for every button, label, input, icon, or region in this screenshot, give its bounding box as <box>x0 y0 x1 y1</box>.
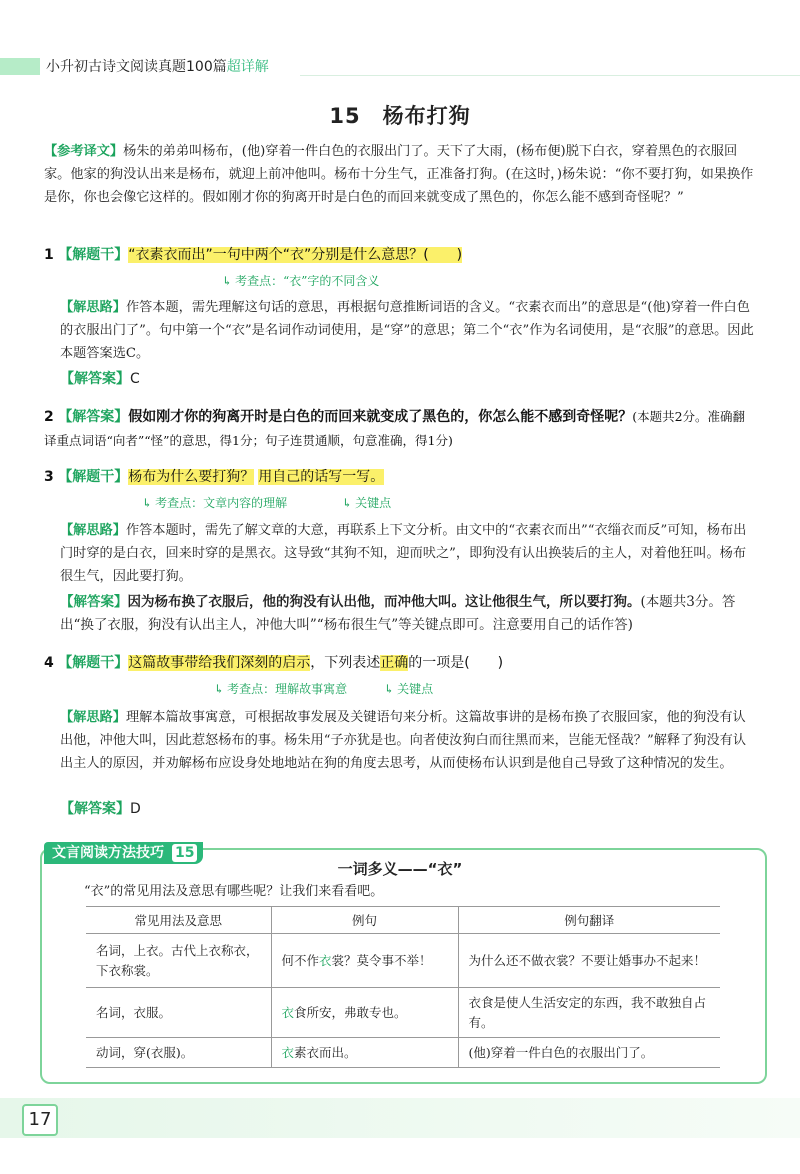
question-1 <box>44 244 756 267</box>
q3-answer-bold: 因为杨布换了衣服后，他的狗没有认出他，而冲他大叫。这让他很生气，所以要打狗。 <box>127 594 641 610</box>
header-accent: 超详解 <box>226 59 269 75</box>
header-book-title: 小升初古诗文阅读真题100篇 <box>46 59 227 75</box>
method-title: 一词多义——“衣” <box>337 860 463 878</box>
q4-note-1 <box>214 680 347 697</box>
example-post: 裳？莫令事不举！ <box>331 952 432 968</box>
question-number: 1 <box>44 247 54 263</box>
example-post: 食所安，弗敢专也。 <box>294 1004 407 1020</box>
answer-tag: 【解答案】 <box>60 801 130 817</box>
q1-note-text: 考查点：“衣”字的不同含义 <box>235 274 380 288</box>
note-arrow-icon: ↳ <box>142 496 153 510</box>
method-intro: “衣”的常见用法及意思有哪些呢？让我们来看看吧。 <box>84 884 384 899</box>
q3-note-1 <box>142 494 287 511</box>
table-row <box>86 988 720 1038</box>
example-key: 衣 <box>319 952 332 968</box>
translation-tag: 【参考译文】 <box>44 144 124 159</box>
q3-thinking-text: 作答本题时，需先了解文章的大意，再联系上下文分析。由文中的“衣素衣而出”“衣缁衣而反”可知，杨布出门时穿的是白衣，回来时穿的是黑衣。这导致“其狗不知，迎而吠之”，即狗没有认出换装后的主人，对着他狂叫。杨布很生气，因此要打狗。 <box>60 523 747 584</box>
translation-cell: 衣食是使人生活安定的东西，我不敢独自占有。 <box>458 988 720 1038</box>
method-tab-label: 文言阅读方法技巧 <box>52 845 164 861</box>
q4-answer-value: D <box>130 801 141 817</box>
example-key: 衣 <box>281 1004 295 1020</box>
question-tag: 【解题干】 <box>58 247 129 263</box>
translation-cell: (他)穿着一件白色的衣服出门了。 <box>458 1038 720 1068</box>
usage-cell: 动词，穿(衣服)。 <box>86 1038 271 1068</box>
q1-note <box>222 272 379 289</box>
table-header: 例句 <box>271 907 458 934</box>
q4-text-part1: 这篇故事带给我们深刻的启示 <box>128 655 311 671</box>
q3-note-2 <box>342 494 391 511</box>
example-cell <box>271 1038 458 1068</box>
table-header-row <box>86 907 720 934</box>
answer-tag: 【解答案】 <box>60 594 128 610</box>
header-green-band <box>0 58 40 75</box>
thinking-tag: 【解思路】 <box>60 523 126 538</box>
question-tag: 【解题干】 <box>58 655 129 671</box>
note-arrow-icon: ↳ <box>342 496 353 510</box>
note-arrow-icon: ↳ <box>222 274 233 288</box>
q1-answer <box>60 368 140 391</box>
question-2 <box>44 405 756 453</box>
example-key: 衣 <box>281 1044 295 1060</box>
example-pre: 何不作 <box>281 952 320 968</box>
question-number: 3 <box>44 469 54 485</box>
q4-thinking-text: 理解本篇故事寓意，可根据故事发展及关键语句来分析。这篇故事讲的是杨布换了衣服回家，他的狗没有认出他，冲他大叫，因此惹怒杨布的事。杨朱用“子亦犹是也。向者使汝狗白而往黑而来，岂能无怪哉？”解释了狗没有认出主人的原因，并劝解杨布应设身处地地站在狗的角度去思考，从而使杨布认识到是他自己导致了这种情况的发生。 <box>60 710 747 771</box>
method-tab-number: 15 <box>172 844 197 862</box>
q1-thinking <box>60 296 756 365</box>
answer-tag: 【解答案】 <box>60 371 130 387</box>
question-tag: 【解题干】 <box>58 469 129 485</box>
usage-cell: 名词，上衣。古代上衣称衣，下衣称裳。 <box>86 934 271 988</box>
q3-thinking <box>60 519 756 588</box>
question-4 <box>44 652 756 675</box>
q4-thinking <box>60 706 756 775</box>
question-1-text: “衣素衣而出”一句中两个“衣”分别是什么意思？( ) <box>128 247 463 263</box>
q2-answer-bold: 假如刚才你的狗离开时是白色的而回来就变成了黑色的，你怎么能不感到奇怪呢？ <box>128 409 633 425</box>
note-arrow-icon: ↳ <box>384 682 395 696</box>
header-title <box>46 58 269 76</box>
question-number: 2 <box>44 409 54 425</box>
translation-cell: 为什么还不做衣裳？不要让婚事办不起来！ <box>458 934 720 988</box>
table-row <box>86 934 720 988</box>
q4-note-2-text: 关键点 <box>397 682 434 696</box>
q4-answer <box>60 798 141 821</box>
note-arrow-icon: ↳ <box>214 682 225 696</box>
translation-text: 杨朱的弟弟叫杨布，(他)穿着一件白色的衣服出门了。天下了大雨，(杨布便)脱下白衣，穿着黑色的衣服回家。他家的狗没认出来是杨布，就迎上前冲他叫。杨布十分生气，正准备打狗。(在这时，)杨朱说：“你不要打狗，如果换作是你，你也会像它这样的。假如刚才你的狗离开时是白色的而回来就变成了黑色的，你怎么能不感到奇怪呢？” <box>44 144 754 205</box>
q4-text-part2: ，下列表述 <box>310 655 381 671</box>
q3-text-part2: 用自己的话写一写。 <box>258 469 385 485</box>
thinking-tag: 【解思路】 <box>60 710 126 725</box>
example-cell <box>271 988 458 1038</box>
table-header: 例句翻译 <box>458 907 720 934</box>
q4-note-1-text: 考查点：理解故事寓意 <box>227 682 348 696</box>
question-3 <box>44 466 756 489</box>
page-title: 15 杨布打狗 <box>329 104 471 128</box>
q3-text-part1: 杨布为什么要打狗？ <box>128 469 255 485</box>
q3-answer-note: (本题共3分。答出“换了衣服，狗没有认出主人，冲他大叫”“杨布很生气”等关键点即可。注意要用自己的话作答) <box>60 594 736 633</box>
q3-note-1-text: 考查点：文章内容的理解 <box>155 496 288 510</box>
q2-answer-note: (本题共2分。准确翻译重点词语“向者”“怪”的意思，得1分；句子连贯通顺，句意准确，得1分) <box>44 409 746 448</box>
translation-paragraph <box>44 140 756 209</box>
q4-text-part4: 的一项是( ) <box>408 655 504 671</box>
footer-band <box>0 1098 800 1138</box>
q3-answer <box>60 591 756 637</box>
usage-cell: 名词，衣服。 <box>86 988 271 1038</box>
answer-tag: 【解答案】 <box>58 409 129 425</box>
table-header: 常见用法及意思 <box>86 907 271 934</box>
usage-table <box>86 906 720 1068</box>
example-post: 素衣而出。 <box>294 1044 357 1060</box>
thinking-tag: 【解思路】 <box>60 300 126 315</box>
page-number: 17 <box>22 1104 58 1136</box>
q1-thinking-text: 作答本题，需先理解这句话的意思，再根据句意推断词语的含义。“衣素衣而出”的意思是“(他)穿着一件白色的衣服出门了”。句中第一个“衣”是名词作动词使用，是“穿”的意思；第二个“衣”作为名词使用，是“衣服”的意思。因此本题答案选C。 <box>60 300 754 361</box>
header-divider <box>300 75 800 76</box>
table-row <box>86 1038 720 1068</box>
question-number: 4 <box>44 655 54 671</box>
q1-answer-value: C <box>130 371 140 387</box>
q4-note-2 <box>384 680 433 697</box>
example-cell <box>271 934 458 988</box>
q4-text-keyword: 正确 <box>380 655 409 671</box>
q3-note-2-text: 关键点 <box>355 496 392 510</box>
